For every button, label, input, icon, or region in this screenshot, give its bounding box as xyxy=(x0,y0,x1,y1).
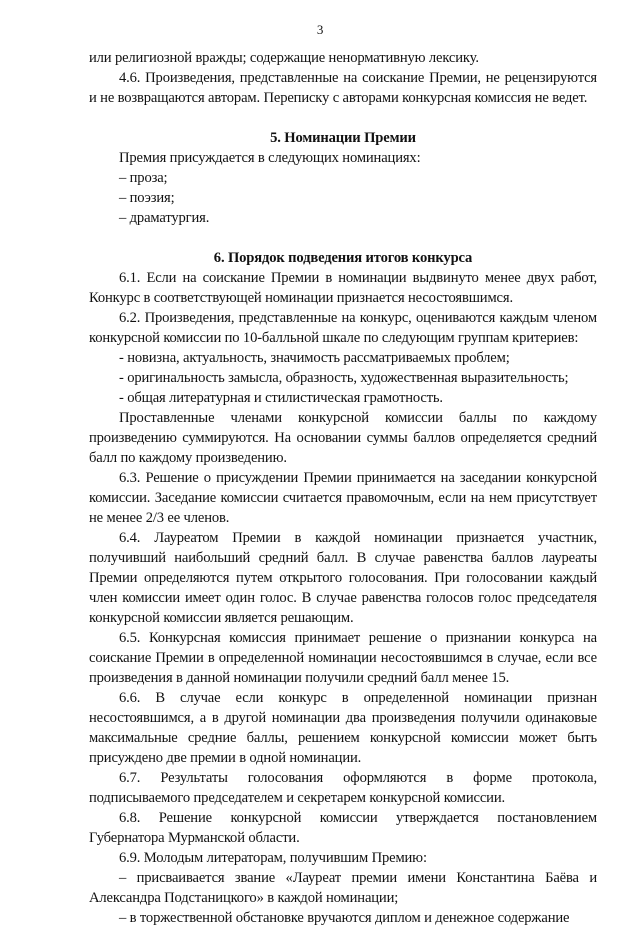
criteria-item: - новизна, актуальность, значимость рассматриваемых проблем; xyxy=(119,350,510,366)
section-5-intro: Премия присуждается в следующих номинациях: xyxy=(119,150,421,166)
nomination-item: – проза; xyxy=(119,170,168,186)
award-item: – присваивается звание «Лауреат премии имени Константина Баёва и Александра Подстаницкого» в каждой номинации; xyxy=(89,870,597,906)
document-body xyxy=(89,48,597,928)
section-5-heading: 5. Номинации Премии xyxy=(270,130,416,146)
nomination-item: – драматургия. xyxy=(119,210,210,226)
paragraph-6-4: 6.4. Лауреатом Премии в каждой номинации признается участник, получивший наибольший средний балл. В случае равенства баллов лауреаты Премии определяются путем открытого голосования. При голосовании каждый член комиссии имеет один голос. В случае равенства голосов голос председателя конкурсной комиссии является решающим. xyxy=(89,530,597,626)
paragraph-6-3: 6.3. Решение о присуждении Премии принимается на заседании конкурсной комиссии. Заседание комиссии считается правомочным, если на нем присутствует не менее 2/3 ее членов. xyxy=(89,470,597,526)
paragraph-continuation: или религиозной вражды; содержащие ненормативную лексику. xyxy=(89,50,479,66)
paragraph-6-8: 6.8. Решение конкурсной комиссии утверждается постановлением Губернатора Мурманской области. xyxy=(89,810,597,846)
paragraph-6-9: 6.9. Молодым литераторам, получившим Премию: xyxy=(119,850,427,866)
paragraph-6-2: 6.2. Произведения, представленные на конкурс, оцениваются каждым членом конкурсной комиссии по 10-балльной шкале по следующим группам критериев: xyxy=(89,310,597,346)
paragraph-6-5: 6.5. Конкурсная комиссия принимает решение о признании конкурса на соискание Премии в определенной номинации несостоявшимся в случае, если все произведения в данной номинации получили средний балл менее 15. xyxy=(89,630,597,686)
page-number: 3 xyxy=(316,22,324,37)
paragraph-6-1: 6.1. Если на соискание Премии в номинации выдвинуто менее двух работ, Конкурс в соответствующей номинации признается несостоявшимся. xyxy=(89,270,597,306)
paragraph-scoring: Проставленные членами конкурсной комиссии баллы по каждому произведению суммируются. На основании суммы баллов определяется средний балл по каждому произведению. xyxy=(89,410,597,466)
paragraph-4-6: 4.6. Произведения, представленные на соискание Премии, не рецензируются и не возвращаются авторам. Переписку с авторами конкурсная комиссия не ведет. xyxy=(89,70,597,106)
criteria-item: - общая литературная и стилистическая грамотность. xyxy=(119,390,443,406)
nomination-item: – поэзия; xyxy=(119,190,175,206)
section-6-heading: 6. Порядок подведения итогов конкурса xyxy=(213,250,473,266)
award-item: – в торжественной обстановке вручаются диплом и денежное содержание xyxy=(119,910,570,926)
criteria-item: - оригинальность замысла, образность, художественная выразительность; xyxy=(119,370,569,386)
paragraph-6-7: 6.7. Результаты голосования оформляются в форме протокола, подписываемого председателем и секретарем конкурсной комиссии. xyxy=(89,770,597,806)
paragraph-6-6: 6.6. В случае если конкурс в определенной номинации признан несостоявшимся, а в другой номинации два произведения получили одинаковые максимальные средние баллы, решением конкурсной комиссии может быть присуждено две премии в одной номинации. xyxy=(89,690,597,766)
